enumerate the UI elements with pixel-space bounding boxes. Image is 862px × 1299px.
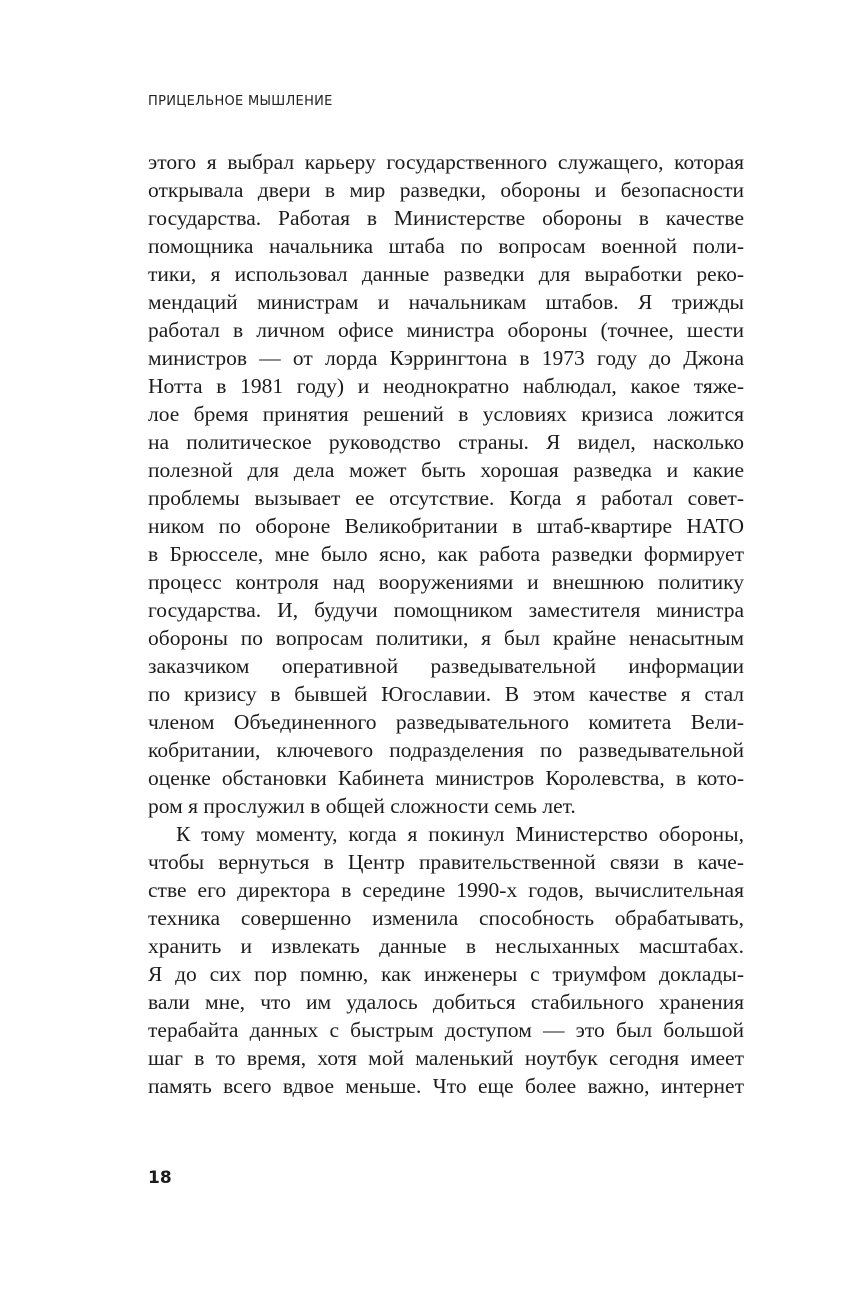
text-line: в Брюсселе, мне было ясно, как работа разведки формирует [148, 542, 744, 566]
text-line: работал в личном офисе министра обороны (точнее, шести [148, 318, 744, 342]
text-line: обороны по вопросам политики, я был крайне ненасытным [148, 626, 744, 650]
text-line: Я до сих пор помню, как инженеры с триумфом доклады- [148, 962, 744, 986]
text-line: вали мне, что им удалось добиться стабильного хранения [148, 990, 744, 1014]
page-number: 18 [148, 1168, 172, 1188]
text-line: этого я выбрал карьеру государственного служащего, которая [148, 150, 744, 174]
text-line: терабайта данных с быстрым доступом — это был большой [148, 1018, 744, 1042]
running-head: ПРИЦЕЛЬНОЕ МЫШЛЕНИЕ [148, 94, 333, 109]
text-line: на политическое руководство страны. Я видел, насколько [148, 430, 744, 454]
text-line: министров — от лорда Кэррингтона в 1973 году до Джона [148, 346, 744, 370]
text-line: кобритании, ключевого подразделения по разведывательной [148, 738, 744, 762]
text-line: открывала двери в мир разведки, обороны и безопасности [148, 178, 744, 202]
text-line: государства. И, будучи помощником заместителя министра [148, 598, 744, 622]
body-text [148, 148, 744, 1100]
text-line: шаг в то время, хотя мой маленький ноутбук сегодня имеет [148, 1046, 744, 1070]
text-line: стве его директора в середине 1990-х годов, вычислительная [148, 878, 744, 902]
text-line: помощника начальника штаба по вопросам военной поли- [148, 234, 744, 258]
text-line: оценке обстановки Кабинета министров Королевства, в кото- [148, 766, 744, 790]
text-line: Нотта в 1981 году) и неоднократно наблюдал, какое тяже- [148, 374, 744, 398]
text-line: К тому моменту, когда я покинул Министерство обороны, [176, 822, 744, 846]
text-line: мендаций министрам и начальникам штабов. Я трижды [148, 290, 744, 314]
text-line: ником по обороне Великобритании в штаб-квартире НАТО [148, 514, 744, 538]
text-line: техника совершенно изменила способность обрабатывать, [148, 906, 744, 930]
text-line: чтобы вернуться в Центр правительственной связи в каче- [148, 850, 744, 874]
text-line: заказчиком оперативной разведывательной информации [148, 654, 744, 678]
text-line: тики, я использовал данные разведки для выработки реко- [148, 262, 744, 286]
text-line: по кризису в бывшей Югославии. В этом качестве я стал [148, 682, 744, 706]
text-line: государства. Работая в Министерстве обороны в качестве [148, 206, 744, 230]
text-line: хранить и извлекать данные в неслыханных масштабах. [148, 934, 744, 958]
text-line: полезной для дела может быть хорошая разведка и какие [148, 458, 744, 482]
text-line: ром я прослужил в общей сложности семь лет. [148, 794, 576, 818]
text-line: лое бремя принятия решений в условиях кризиса ложится [148, 402, 744, 426]
paragraph-2 [148, 820, 744, 1100]
text-line: членом Объединенного разведывательного комитета Вели- [148, 710, 744, 734]
text-line: проблемы вызывает ее отсутствие. Когда я работал совет- [148, 486, 744, 510]
text-line: процесс контроля над вооружениями и внешнюю политику [148, 570, 744, 594]
text-line: память всего вдвое меньше. Что еще более важно, интернет [148, 1074, 744, 1098]
paragraph-1 [148, 148, 744, 820]
